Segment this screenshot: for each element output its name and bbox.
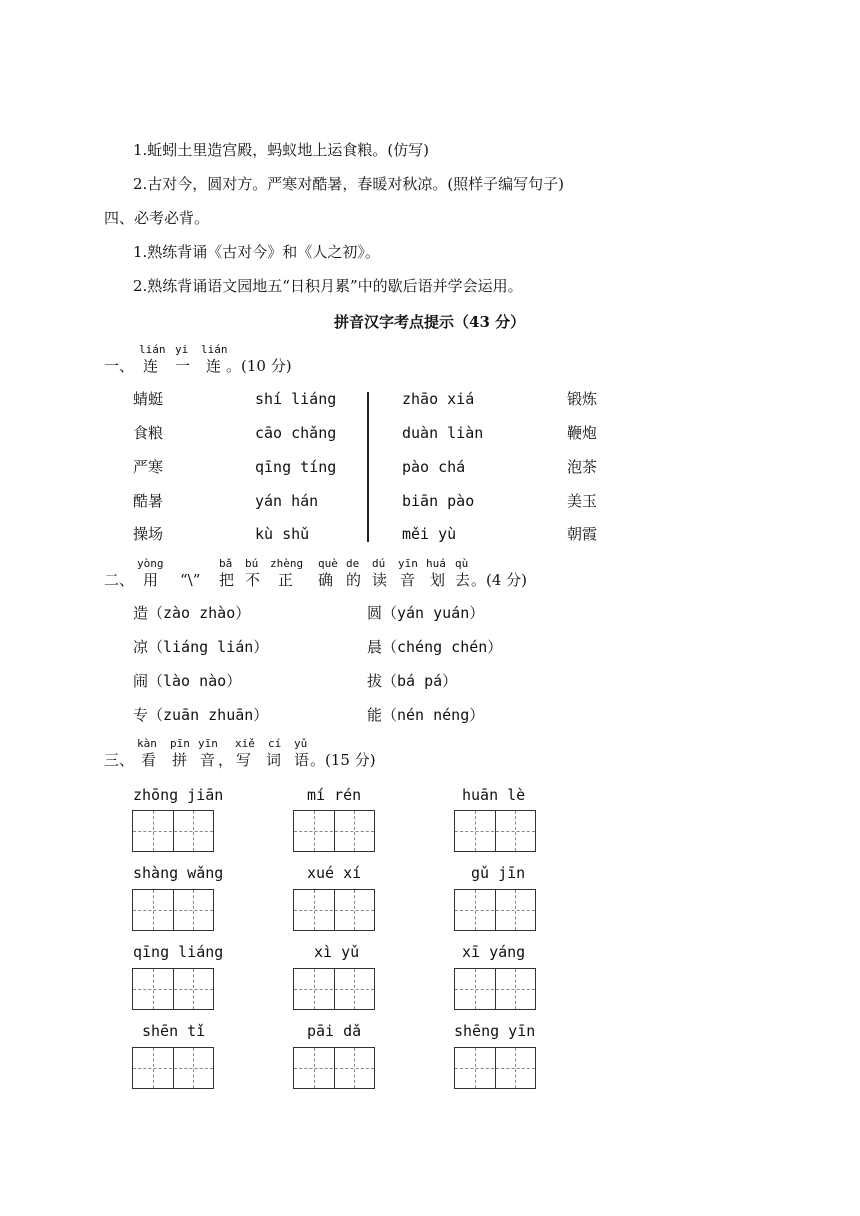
writing-grid[interactable] xyxy=(293,889,375,931)
q1-left-pinyin-4[interactable]: yán hán xyxy=(255,492,319,510)
rewrite-task-2: 2.古对今，圆对方。严寒对酷暑，春暖对秋凉。(照样子编写句子) xyxy=(133,175,565,193)
q1-right-word-3[interactable]: 泡茶 xyxy=(567,458,598,476)
q3-ruby-1: kàn xyxy=(137,737,157,750)
q2-ruby-7: de xyxy=(346,557,360,570)
q1-left-pinyin-2[interactable]: cāo chǎng xyxy=(255,424,337,442)
q3-ruby-7: yǔ xyxy=(294,737,308,750)
q2-right-item-3[interactable]: 拔（bá pá） xyxy=(367,672,458,690)
q2-char-9: 音 xyxy=(400,571,416,589)
q2-ruby-4: bú xyxy=(245,557,259,570)
column-divider xyxy=(367,392,369,542)
q2-char-2: “\” xyxy=(180,571,201,589)
q2-ruby-9: yīn xyxy=(398,557,418,570)
q2-right-item-4[interactable]: 能（nén néng） xyxy=(367,706,485,724)
q2-left-item-1[interactable]: 造（zào zhào） xyxy=(133,604,251,622)
q2-char-1: 用 xyxy=(143,571,159,589)
section-title: 拼音汉字考点提示（43 分） xyxy=(334,313,526,331)
q1-left-word-5[interactable]: 操场 xyxy=(133,525,164,543)
q3-ruby-5: xiě xyxy=(235,737,255,750)
writing-grid[interactable] xyxy=(132,889,214,931)
q2-ruby-3: bǎ xyxy=(219,557,233,570)
q1-char-2: 一 xyxy=(175,357,191,375)
q2-ruby-1: yòng xyxy=(137,557,164,570)
q3-char-5: 写 xyxy=(236,751,252,769)
recite-task-1: 1.熟练背诵《古对今》和《人之初》。 xyxy=(133,243,380,261)
q3-prompt-1-3: huān lè xyxy=(462,786,526,804)
q3-char-6: 词 xyxy=(266,751,282,769)
q3-suffix: 。(15 分) xyxy=(310,751,376,769)
q2-char-11: 去 xyxy=(455,571,471,589)
q1-left-pinyin-1[interactable]: shí liáng xyxy=(255,390,337,408)
q3-ruby-2: pīn xyxy=(170,737,190,750)
q3-prompt-3-1: qīng liáng xyxy=(133,943,224,961)
writing-grid[interactable] xyxy=(293,968,375,1010)
q1-right-pinyin-4[interactable]: biān pào xyxy=(402,492,475,510)
q3-prompt-2-2: xué xí xyxy=(307,864,362,882)
q1-right-word-5[interactable]: 朝霞 xyxy=(567,525,598,543)
writing-grid[interactable] xyxy=(454,1047,536,1089)
q3-prompt-4-1: shēn tǐ xyxy=(142,1022,206,1040)
q2-right-item-2[interactable]: 晨（chéng chén） xyxy=(367,638,503,656)
q3-char-3: 音 xyxy=(200,751,216,769)
q2-char-3: 把 xyxy=(219,571,235,589)
q2-char-6: 确 xyxy=(318,571,334,589)
q2-ruby-10: huá xyxy=(426,557,446,570)
q3-prompt-2-1: shàng wǎng xyxy=(133,864,224,882)
q3-char-4: ， xyxy=(218,751,234,769)
q3-char-1: 看 xyxy=(141,751,157,769)
q3-prompt-2-3: gǔ jīn xyxy=(471,864,526,882)
q2-left-item-4[interactable]: 专（zuān zhuān） xyxy=(133,706,269,724)
q1-right-pinyin-3[interactable]: pào chá xyxy=(402,458,466,476)
q3-prompt-3-2: xì yǔ xyxy=(314,943,360,961)
q1-left-word-2[interactable]: 食粮 xyxy=(133,424,164,442)
rewrite-task-1: 1.蚯蚓土里造宫殿，蚂蚁地上运食粮。(仿写) xyxy=(133,141,430,159)
q2-suffix: 。(4 分) xyxy=(471,571,528,589)
q3-ruby-3: yīn xyxy=(198,737,218,750)
q1-right-word-1[interactable]: 锻炼 xyxy=(567,390,598,408)
q2-char-4: 不 xyxy=(245,571,261,589)
q3-prompt-1-2: mí rén xyxy=(307,786,362,804)
q1-suffix: 。(10 分) xyxy=(226,357,292,375)
q3-prompt-4-2: pāi dǎ xyxy=(307,1022,362,1040)
q2-left-item-3[interactable]: 闹（lào nào） xyxy=(133,672,242,690)
q2-char-10: 划 xyxy=(430,571,446,589)
q2-ruby-8: dú xyxy=(372,557,386,570)
q3-prompt-3-3: xī yáng xyxy=(462,943,526,961)
q3-prefix: 三、 xyxy=(104,751,135,769)
q3-prompt-1-1: zhōng jiān xyxy=(133,786,224,804)
q1-left-word-3[interactable]: 严寒 xyxy=(133,458,164,476)
writing-grid[interactable] xyxy=(132,968,214,1010)
q1-left-word-4[interactable]: 酷暑 xyxy=(133,492,164,510)
q2-char-7: 的 xyxy=(346,571,362,589)
writing-grid[interactable] xyxy=(454,968,536,1010)
writing-grid[interactable] xyxy=(293,1047,375,1089)
q1-right-pinyin-2[interactable]: duàn liàn xyxy=(402,424,484,442)
recite-task-2: 2.熟练背诵语文园地五“日积月累”中的歇后语并学会运用。 xyxy=(133,277,523,295)
q1-left-pinyin-3[interactable]: qīng tíng xyxy=(255,458,337,476)
q2-char-8: 读 xyxy=(372,571,388,589)
q2-ruby-11: qù xyxy=(455,557,469,570)
q3-ruby-6: cí xyxy=(268,737,282,750)
section-4-heading: 四、必考必背。 xyxy=(104,209,210,227)
q1-char-1: 连 xyxy=(143,357,159,375)
q2-ruby-5: zhèng xyxy=(270,557,304,570)
writing-grid[interactable] xyxy=(454,810,536,852)
q3-prompt-4-3: shēng yīn xyxy=(454,1022,536,1040)
q2-right-item-1[interactable]: 圆（yán yuán） xyxy=(367,604,485,622)
q1-right-pinyin-5[interactable]: měi yù xyxy=(402,525,457,543)
q3-char-7: 语 xyxy=(294,751,310,769)
q1-prefix: 一、 xyxy=(104,357,135,375)
writing-grid[interactable] xyxy=(132,1047,214,1089)
writing-grid[interactable] xyxy=(132,810,214,852)
q3-char-2: 拼 xyxy=(172,751,188,769)
q2-left-item-2[interactable]: 凉（liáng lián） xyxy=(133,638,269,656)
q1-right-word-2[interactable]: 鞭炮 xyxy=(567,424,598,442)
q1-char-3: 连 xyxy=(206,357,222,375)
q2-ruby-6: què xyxy=(318,557,338,570)
writing-grid[interactable] xyxy=(293,810,375,852)
q2-char-5: 正 xyxy=(278,571,294,589)
q1-ruby-2: yi xyxy=(175,343,189,356)
q1-right-word-4[interactable]: 美玉 xyxy=(567,492,598,510)
q1-left-word-1[interactable]: 蜻蜓 xyxy=(133,390,164,408)
q1-ruby-3: lián xyxy=(201,343,228,356)
q2-prefix: 二、 xyxy=(104,571,135,589)
q1-ruby-1: lián xyxy=(139,343,166,356)
q1-right-pinyin-1[interactable]: zhāo xiá xyxy=(402,390,475,408)
writing-grid[interactable] xyxy=(454,889,536,931)
q1-left-pinyin-5[interactable]: kù shǔ xyxy=(255,525,310,543)
